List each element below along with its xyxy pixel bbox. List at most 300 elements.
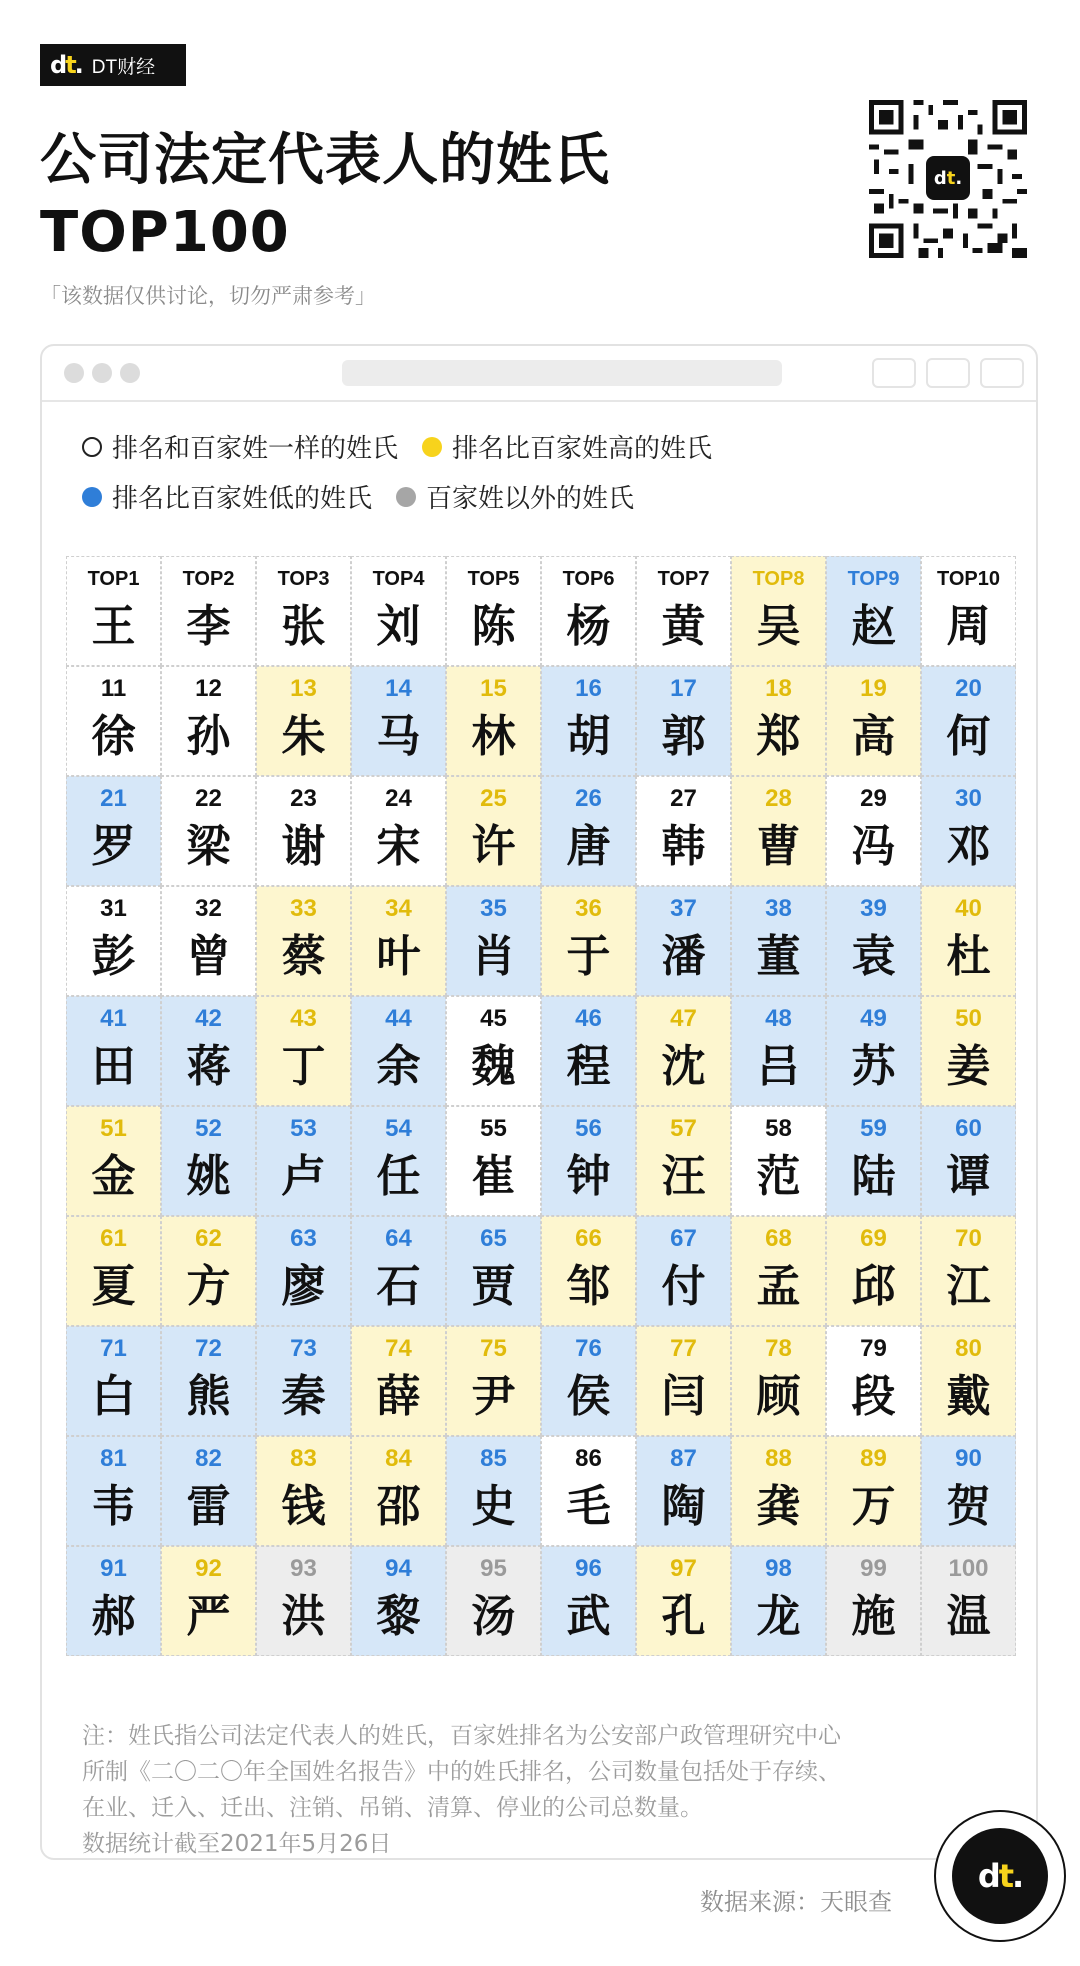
surname-char: 尹 [471,1371,516,1422]
surname-char: 丁 [281,1041,326,1092]
surname-rank: 78 [765,1335,792,1362]
surname-cell [921,556,1016,666]
surname-cell [826,1546,921,1656]
surname-char: 温 [946,1591,991,1642]
surname-cell [161,556,256,666]
surname-cell [161,886,256,996]
surname-rank: TOP6 [562,568,615,590]
surname-cell [541,1436,636,1546]
surname-rank: 58 [765,1115,792,1142]
surname-rank: 85 [480,1445,507,1472]
surname-cell [541,1216,636,1326]
surname-cell [541,1546,636,1656]
surname-rank: 48 [765,1005,792,1032]
surname-cell [826,886,921,996]
surname-cell [256,1436,351,1546]
surname-char: 韩 [661,821,706,872]
surname-cell [731,1326,826,1436]
surname-rank: 14 [385,675,412,702]
surname-cell [446,776,541,886]
surname-char: 胡 [566,711,611,762]
surname-char: 梁 [186,821,231,872]
surname-char: 苏 [851,1041,896,1092]
surname-cell [351,1326,446,1436]
surname-cell [351,996,446,1106]
surname-cell [66,996,161,1106]
legend-item-same [82,428,398,465]
surname-char: 吕 [756,1041,801,1092]
surname-rank: 66 [575,1225,602,1252]
surname-cell [66,1436,161,1546]
surname-cell [446,996,541,1106]
surname-rank: 80 [955,1335,982,1362]
surname-cell [446,666,541,776]
surname-rank: 93 [290,1555,317,1582]
surname-rank: 17 [670,675,697,702]
data-source: 数据来源：天眼查 [700,1888,892,1916]
surname-char: 方 [186,1261,231,1312]
surname-rank: 91 [100,1555,127,1582]
surname-cell [921,886,1016,996]
surname-cell [446,886,541,996]
surname-char: 杜 [946,931,991,982]
surname-char: 郑 [756,711,801,762]
surname-rank: 51 [100,1115,127,1142]
surname-rank: 24 [385,785,412,812]
surname-cell [731,1106,826,1216]
disclaimer-text: 「该数据仅供讨论，切勿严肃参考」 [40,284,376,308]
surname-cell [256,666,351,776]
surname-cell [731,556,826,666]
surname-char: 余 [376,1041,421,1092]
surname-cell [66,556,161,666]
surname-cell [541,1326,636,1436]
surname-char: 宋 [376,821,421,872]
surname-rank: 12 [195,675,222,702]
legend-item-outside [396,478,634,515]
surname-rank: 16 [575,675,602,702]
surname-rank: 36 [575,895,602,922]
surname-char: 孟 [756,1261,801,1312]
surname-char: 贾 [471,1261,516,1312]
surname-char: 许 [471,821,516,872]
surname-rank: 94 [385,1555,412,1582]
surname-rank: 34 [385,895,412,922]
surname-char: 陈 [471,601,516,652]
surname-cell [161,1106,256,1216]
dt-badge-logo [934,1810,1066,1942]
surname-rank: 49 [860,1005,887,1032]
surname-char: 蒋 [186,1041,231,1092]
surname-char: 董 [756,931,801,982]
surname-cell [66,1546,161,1656]
surname-rank: 54 [385,1115,412,1142]
surname-rank: 53 [290,1115,317,1142]
surname-char: 秦 [281,1371,326,1422]
surname-rank: 67 [670,1225,697,1252]
surname-cell [921,1436,1016,1546]
window-minimize-icon [92,363,112,383]
surname-char: 刘 [376,601,421,652]
surname-rank: 45 [480,1005,507,1032]
surname-cell [161,1436,256,1546]
surname-cell [161,776,256,886]
surname-char: 姚 [186,1151,231,1202]
surname-rank: 13 [290,675,317,702]
legend-label-lower: 排名比百家姓低的姓氏 [112,484,373,514]
surname-cell [731,886,826,996]
surname-char: 任 [376,1151,421,1202]
surname-char: 石 [376,1261,421,1312]
surname-rank: TOP1 [87,568,140,590]
surname-cell [731,1436,826,1546]
surname-rank: 35 [480,895,507,922]
surname-rank: 50 [955,1005,982,1032]
surname-rank: 25 [480,785,507,812]
surname-char: 史 [471,1481,516,1532]
surname-char: 田 [91,1041,136,1092]
surname-rank: 21 [100,785,127,812]
surname-cell [161,1326,256,1436]
surname-rank: 79 [860,1335,887,1362]
surname-cell [66,1326,161,1436]
brand-mark: dt. [50,51,82,79]
surname-cell [636,996,731,1106]
surname-char: 严 [186,1591,231,1642]
surname-cell [921,666,1016,776]
surname-rank: 73 [290,1335,317,1362]
surname-char: 韦 [91,1481,136,1532]
surname-cell [826,996,921,1106]
surname-cell [636,1326,731,1436]
surname-rank: 37 [670,895,697,922]
surname-rank: 68 [765,1225,792,1252]
surname-cell [351,556,446,666]
window-close-icon [64,363,84,383]
surname-cell [921,996,1016,1106]
brand-name: DT财经 [91,56,156,78]
surname-rank: 30 [955,785,982,812]
surname-cell [256,1106,351,1216]
surname-rank: 47 [670,1005,697,1032]
surname-rank: TOP2 [182,568,235,590]
surname-cell [161,1216,256,1326]
surname-cell [541,996,636,1106]
surname-cell [541,556,636,666]
surname-char: 徐 [91,711,136,762]
surname-cell [256,776,351,886]
copy-icon [980,358,1024,388]
surname-char: 汤 [471,1591,516,1642]
surname-rank: 90 [955,1445,982,1472]
surname-char: 侯 [566,1371,611,1422]
surname-char: 薛 [376,1371,421,1422]
title-line-2: TOP100 [40,200,290,265]
surname-char: 邹 [566,1261,611,1312]
surname-char: 马 [376,711,421,762]
surname-char: 万 [851,1481,896,1532]
surname-char: 陶 [661,1481,706,1532]
surname-rank: 38 [765,895,792,922]
surname-rank: 29 [860,785,887,812]
surname-char: 邓 [946,821,991,872]
surname-char: 唐 [566,821,611,872]
surname-char: 金 [91,1151,136,1202]
legend-label-higher: 排名比百家姓高的姓氏 [452,434,713,464]
surname-char: 沈 [661,1041,706,1092]
footnote-line-3: 在业、迁入、迁出、注销、吊销、清算、停业的公司总数量。 [82,1795,703,1821]
surname-cell [921,1326,1016,1436]
surname-char: 何 [946,711,991,762]
surname-cell [731,666,826,776]
surname-rank: 62 [195,1225,222,1252]
surname-char: 龚 [756,1481,801,1532]
surname-cell [446,556,541,666]
surname-cell [636,1216,731,1326]
surname-cell [256,556,351,666]
surname-rank: 63 [290,1225,317,1252]
surname-char: 龙 [756,1591,801,1642]
surname-char: 于 [566,931,611,982]
surname-char: 贺 [946,1481,991,1532]
surname-char: 孙 [186,711,231,762]
surname-rank: 60 [955,1115,982,1142]
surname-grid [66,556,1016,1656]
surname-rank: 95 [480,1555,507,1582]
legend-swatch-lower [82,487,102,507]
surname-rank: TOP9 [847,568,900,590]
surname-cell [351,1546,446,1656]
surname-rank: 88 [765,1445,792,1472]
surname-rank: 100 [948,1555,989,1582]
surname-rank: 26 [575,785,602,812]
surname-char: 闫 [661,1371,706,1422]
surname-rank: 99 [860,1555,887,1582]
surname-rank: 86 [575,1445,602,1472]
surname-rank: 15 [480,675,507,702]
surname-rank: 98 [765,1555,792,1582]
surname-rank: 42 [195,1005,222,1032]
qr-code [868,100,1028,258]
surname-rank: 82 [195,1445,222,1472]
surname-cell [636,886,731,996]
surname-cell [636,776,731,886]
surname-char: 武 [566,1591,611,1642]
surname-char: 邱 [851,1261,896,1312]
surname-char: 雷 [186,1481,231,1532]
surname-char: 谭 [946,1151,991,1202]
surname-cell [731,1546,826,1656]
surname-cell [921,776,1016,886]
surname-cell [921,1546,1016,1656]
legend-label-outside: 百家姓以外的姓氏 [426,484,635,514]
surname-char: 魏 [471,1041,516,1092]
footnote-line-1: 注：姓氏指公司法定代表人的姓氏，百家姓排名为公安部户政管理研究中心 [82,1723,841,1749]
surname-rank: TOP8 [752,568,805,590]
surname-cell [446,1216,541,1326]
surname-rank: 64 [385,1225,412,1252]
surname-char: 白 [91,1371,136,1422]
footnote-line-2: 所制《二〇二〇年全国姓名报告》中的姓氏排名，公司数量包括处于存续、 [82,1759,841,1785]
surname-rank: 18 [765,675,792,702]
surname-cell [351,1216,446,1326]
surname-cell [921,1106,1016,1216]
surname-cell [161,1546,256,1656]
surname-char: 黎 [376,1591,421,1642]
surname-cell [731,776,826,886]
surname-char: 姜 [946,1041,991,1092]
surname-char: 汪 [661,1151,706,1202]
surname-char: 蔡 [281,931,326,982]
legend-swatch-higher [422,437,442,457]
surname-char: 崔 [471,1151,516,1202]
surname-char: 郝 [91,1591,136,1642]
surname-cell [66,666,161,776]
window-title-bar [42,346,1036,402]
surname-cell [826,666,921,776]
surname-cell [256,996,351,1106]
surname-char: 袁 [851,931,896,982]
home-icon [926,358,970,388]
surname-cell [541,886,636,996]
surname-char: 高 [851,711,896,762]
surname-char: 江 [946,1261,991,1312]
surname-cell [636,1106,731,1216]
surname-char: 夏 [91,1261,136,1312]
surname-rank: 81 [100,1445,127,1472]
address-bar [342,360,782,386]
legend-row-1 [82,428,736,465]
surname-cell [446,1546,541,1656]
legend-item-lower [82,478,372,515]
surname-char: 杨 [566,601,611,652]
surname-char: 王 [91,601,136,652]
surname-rank: 31 [100,895,127,922]
legend-row-2 [82,478,658,515]
surname-cell [351,886,446,996]
surname-rank: 22 [195,785,222,812]
surname-char: 卢 [281,1151,326,1202]
surname-char: 顾 [756,1371,801,1422]
surname-char: 孔 [661,1591,706,1642]
surname-rank: 92 [195,1555,222,1582]
surname-cell [66,1106,161,1216]
surname-rank: 74 [385,1335,412,1362]
surname-char: 叶 [376,931,421,982]
surname-rank: 32 [195,895,222,922]
surname-char: 肖 [471,931,516,982]
surname-cell [351,1106,446,1216]
surname-char: 钱 [281,1481,326,1532]
surname-char: 陆 [851,1151,896,1202]
footnote-line-4: 数据统计截至2021年5月26日 [82,1831,392,1857]
surname-rank: 27 [670,785,697,812]
surname-rank: 19 [860,675,887,702]
surname-char: 林 [471,711,516,762]
surname-rank: TOP5 [467,568,520,590]
surname-rank: 33 [290,895,317,922]
surname-cell [256,1216,351,1326]
surname-rank: 39 [860,895,887,922]
surname-rank: 41 [100,1005,127,1032]
surname-char: 黄 [661,601,706,652]
surname-rank: 87 [670,1445,697,1472]
surname-cell [731,996,826,1106]
surname-cell [446,1436,541,1546]
surname-cell [541,776,636,886]
surname-char: 彭 [91,931,136,982]
surname-cell [826,1326,921,1436]
surname-rank: 46 [575,1005,602,1032]
surname-rank: 72 [195,1335,222,1362]
surname-cell [256,1326,351,1436]
surname-cell [826,1106,921,1216]
surname-rank: 83 [290,1445,317,1472]
surname-cell [541,666,636,776]
surname-cell [446,1326,541,1436]
surname-char: 吴 [756,601,801,652]
surname-cell [826,776,921,886]
surname-rank: 84 [385,1445,412,1472]
page-title [40,125,610,269]
surname-char: 郭 [661,711,706,762]
surname-char: 熊 [186,1371,231,1422]
dt-badge-mark: d t . [952,1828,1048,1924]
surname-char: 程 [566,1041,611,1092]
surname-cell [351,666,446,776]
legend-swatch-same [82,437,102,457]
surname-cell [161,996,256,1106]
surname-cell [256,1546,351,1656]
surname-char: 廖 [281,1261,326,1312]
brand-logo [40,44,186,86]
surname-cell [351,776,446,886]
surname-rank: TOP3 [277,568,330,590]
surname-rank: 57 [670,1115,697,1142]
surname-rank: 55 [480,1115,507,1142]
surname-char: 付 [661,1261,706,1312]
title-line-1: 公司法定代表人的姓氏 [40,128,610,193]
surname-char: 段 [851,1371,896,1422]
surname-char: 谢 [281,821,326,872]
browser-window-frame [40,344,1038,1860]
surname-rank: 28 [765,785,792,812]
surname-rank: 23 [290,785,317,812]
surname-rank: 20 [955,675,982,702]
surname-char: 洪 [281,1591,326,1642]
surname-char: 曹 [756,821,801,872]
surname-cell [256,886,351,996]
surname-char: 李 [186,601,231,652]
surname-rank: 75 [480,1335,507,1362]
surname-rank: 52 [195,1115,222,1142]
surname-rank: 76 [575,1335,602,1362]
legend-item-higher [422,428,712,465]
surname-cell [351,1436,446,1546]
surname-cell [636,666,731,776]
surname-char: 赵 [851,601,896,652]
surname-char: 罗 [91,821,136,872]
surname-cell [161,666,256,776]
surname-rank: 44 [385,1005,412,1032]
record-icon [872,358,916,388]
surname-rank: 65 [480,1225,507,1252]
surname-char: 冯 [851,821,896,872]
surname-rank: TOP7 [657,568,710,590]
surname-rank: 59 [860,1115,887,1142]
surname-cell [66,886,161,996]
surname-rank: 96 [575,1555,602,1582]
